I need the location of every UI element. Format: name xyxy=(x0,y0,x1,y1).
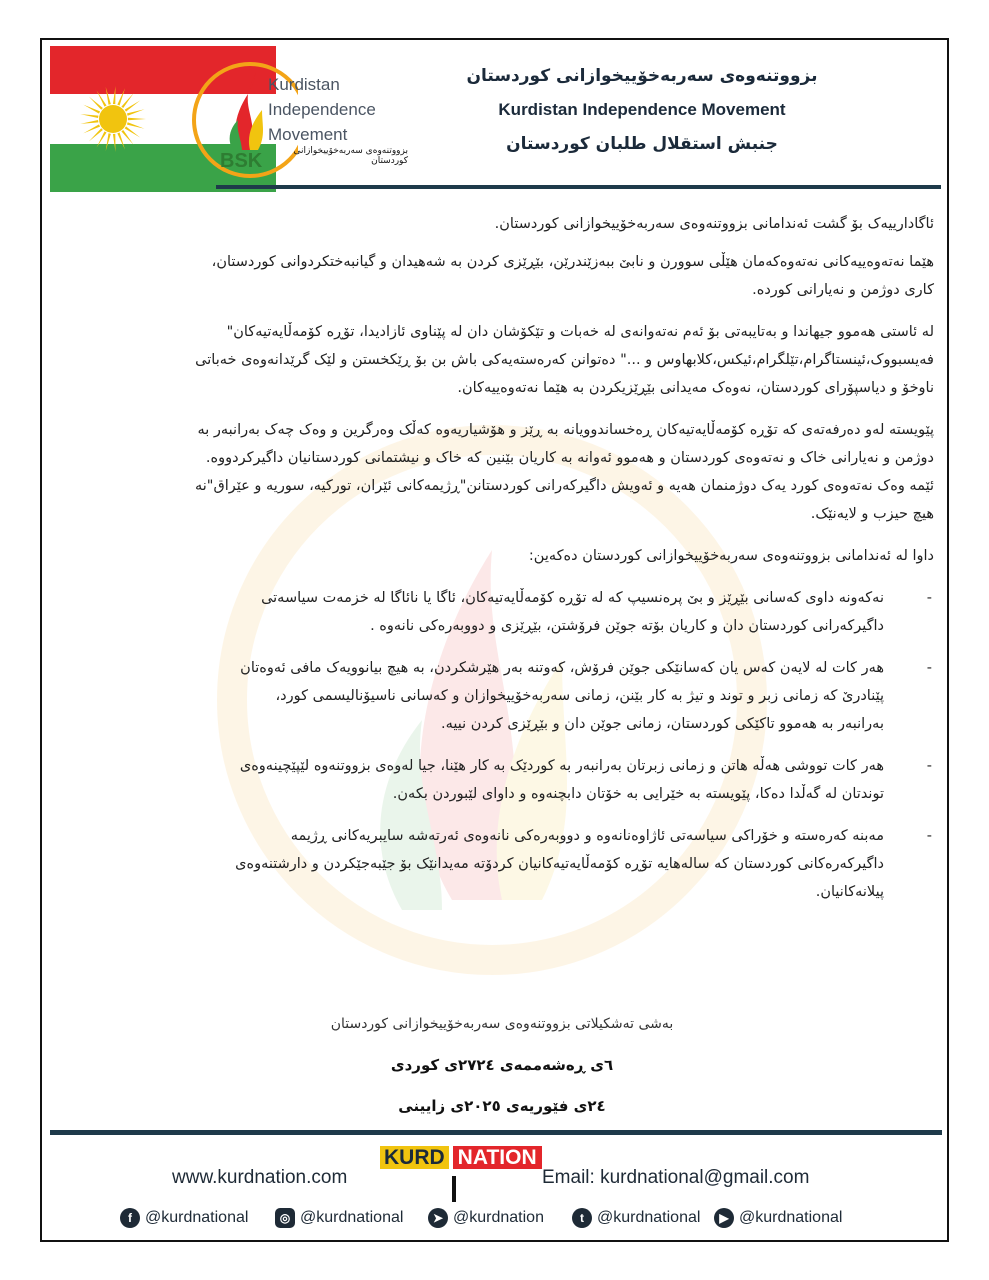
social-instagram[interactable] xyxy=(275,1208,403,1228)
sun-ray xyxy=(80,120,98,124)
sun-ray xyxy=(106,133,111,151)
sun-ray xyxy=(117,88,125,105)
facebook-icon: f xyxy=(120,1208,140,1228)
paragraph-3: پێویستە لەو دەرفەتەی کە تۆڕە کۆمەڵایەتیەکان ڕەخساندوویانە بە ڕێز و هۆشیاریەوە کەڵک وەرگرین و وەک چەک بەرانبەر بە دوژمن و نەیارانی خاک و نەتەوەی کوردستان و هەموو ئەوانە بە کاریان بێنین کە خاک و نیشتمانی کوردستانیان داگیرکردووە. xyxy=(197,422,934,466)
list-item xyxy=(232,752,932,808)
title-kurdish: بزووتنەوەی سەربەخۆییخوازانی کوردستان xyxy=(466,66,818,86)
social-twitter[interactable] xyxy=(572,1208,700,1228)
list-item-text: مەبنە کەرەستە و خۆراکی سیاسەتی ئاژاوەنانەوە و دووبەرەکی نانەوەی ئەرتەشە سایبریەکانی ڕژیمە داگیرکەرەکانی کوردستان کە سالەهایە تۆڕە کۆمەڵایەتیەکانیان کردۆتە مەیدانێک بۆ جێبەجێکردن و دارشتنەوەی پیلانەکانیان. xyxy=(235,828,884,900)
social-handle: @kurdnational xyxy=(145,1209,249,1226)
youtube-icon: ▶ xyxy=(714,1208,734,1228)
sun-icon xyxy=(78,84,148,154)
kurdnation-logo xyxy=(380,1146,542,1170)
header-titles xyxy=(462,62,822,154)
list-item xyxy=(232,584,932,640)
logo-wordmark xyxy=(268,72,376,147)
signature-department: بەشی تەشکیلاتی بزووتنەوەی سەربەخۆییخوازانی کوردستان xyxy=(330,1016,674,1032)
date-kurdish: ٦ی ڕەشەممەی ٢٧٢٤ی کوردی xyxy=(390,1056,614,1074)
social-youtube[interactable] xyxy=(714,1208,842,1228)
social-handle: @kurdnational xyxy=(300,1209,404,1226)
sun-ray xyxy=(80,114,98,118)
social-telegram[interactable] xyxy=(428,1208,544,1228)
dash-marker: - xyxy=(926,590,932,606)
request-intro: داوا لە ئەندامانی بزووتنەوەی سەربەخۆییخوازانی کوردستان دەکەین: xyxy=(528,548,934,564)
logo-line-3: Movement xyxy=(268,125,348,144)
dash-marker: - xyxy=(926,660,932,676)
logo-line-2: Independence xyxy=(268,100,376,119)
social-handle: @kurdnational xyxy=(597,1209,701,1226)
title-english: Kurdistan Independence Movement xyxy=(498,100,786,119)
sun-ray xyxy=(127,122,145,128)
letter-body xyxy=(192,210,934,920)
list-item-text: هەر کات لە لایەن کەس یان کەسانێکی جوێن فرۆش، کەوتنە بەر هێرشکردن، بە هیچ بیانوویەک مافی ئەوەتان پێنادرێ کە زمانی زبر و توند و تیژ بە کار بێنن، زمانی سەربەخۆییخوازان و کەسانی ناسیۆنالیسمی کورد، بەرانبەر بە هەموو تاکێکی کوردستان، زمانی جوێن دان و بێڕێزی کردن نییە. xyxy=(240,660,884,732)
sun-ray xyxy=(128,118,146,120)
list-item xyxy=(232,822,932,906)
telegram-icon: ➤ xyxy=(428,1208,448,1228)
logo-kurd: KURD xyxy=(380,1146,449,1169)
sun-ray xyxy=(127,109,145,115)
list-item-text: نەکەونە داوی کەسانی بێڕێز و بێ پرەنسیپ کە لە تۆڕە کۆمەڵایەتیەکان، ئاگا یا نائاگا لە خزمەت سیاسەتی داگیرکەرانی کوردستان دان و کاریان بۆتە جوێن فرۆشتن، بێڕێزی و دووبەرەکی نانەوە . xyxy=(261,590,884,634)
list-item-text: هەر کات تووشی هەڵە هاتن و زمانی زبرتان بەرانبەر بە کوردێک بە کار هێنا، جیا لەوەی بزووتنەوە لێپێچینەوەی توندتان لە گەڵدا دەکا، پێویستە بە خێرایی بە خۆتان دابچنەوە و داوای لێبوردن بکەن. xyxy=(239,758,884,802)
logo-kurdish-caption: بزووتنەوەی سەربەخۆییخوازانی کوردستان xyxy=(293,146,408,166)
email-link[interactable]: Email: kurdnational@gmail.com xyxy=(542,1167,810,1188)
title-persian: جنبش استقلال طلبان کوردستان xyxy=(506,134,778,154)
social-links xyxy=(120,1208,880,1232)
sun-ray xyxy=(117,132,125,149)
greeting: ئاگادارییەک بۆ گشت ئەندامانی بزووتنەوەی سەربەخۆییخوازانی کوردستان. xyxy=(494,216,934,232)
logo-line-1: Kurdistan xyxy=(268,75,340,94)
logo-bar xyxy=(452,1176,456,1202)
instagram-icon: ◎ xyxy=(275,1208,295,1228)
sun-ray xyxy=(83,124,100,133)
website-link[interactable]: www.kurdnation.com xyxy=(172,1167,348,1188)
paragraph-4: ئێمە وەک نەتەوەی کورد یەک دوژمنمان هەیە و ئەویش داگیرکەرانی کوردستانن"ڕژیمەکانی ئێران، تورکیە، سوریە و عێراق"نە هیچ حیزب و لایەنێک. xyxy=(195,478,934,522)
sun-ray xyxy=(113,86,116,104)
dash-marker: - xyxy=(926,758,932,774)
header-divider xyxy=(216,185,941,189)
social-handle: @kurdnational xyxy=(739,1209,843,1226)
footer-divider xyxy=(50,1130,942,1135)
list-item xyxy=(232,654,932,738)
sun-ray xyxy=(83,105,100,114)
social-facebook[interactable] xyxy=(120,1208,248,1228)
bsk-abbreviation: BSK xyxy=(220,150,263,172)
sun-ray xyxy=(113,134,116,152)
paragraph-2: لە ئاستی هەموو جیهاندا و بەتایبەتی بۆ ئەم نەتەوانەی لە خەبات و تێکۆشان دان لە پێناوی ئازادیدا، تۆڕە کۆمەڵایەتیەکان" فەیسبووک،ئینستاگرام،تێلگرام،ئیکس،کلابهاوس و ..." دەتوانن کەرەستەیەکی باش بن بۆ ڕێکخستن و لێک گرێدانەوەی خەباتی ناوخۆ و دیاسپۆرای کوردستان، نەوەک مەیدانی بێڕێزیکردن بە هێما نەتەوەییەکان. xyxy=(195,324,934,396)
date-gregorian: ٢٤ی فێوریەی ٢٠٢٥ی زایینی xyxy=(398,1097,606,1115)
dash-marker: - xyxy=(926,828,932,844)
twitter-icon: t xyxy=(572,1208,592,1228)
sun-ray xyxy=(106,87,111,105)
logo-nation: NATION xyxy=(453,1146,542,1169)
document-page xyxy=(40,38,949,1242)
social-handle: @kurdnation xyxy=(453,1209,544,1226)
request-list xyxy=(192,584,934,906)
paragraph-1: هێما نەتەوەییەکانی نەتەوەکەمان هێڵی سوورن و نابێ ببەزێندرێن، بێڕێزی کردن بە شەهیدان و گیانبەختکردوانی کوردستان، کاری دوژمن و نەیارانی کوردە. xyxy=(211,254,934,298)
